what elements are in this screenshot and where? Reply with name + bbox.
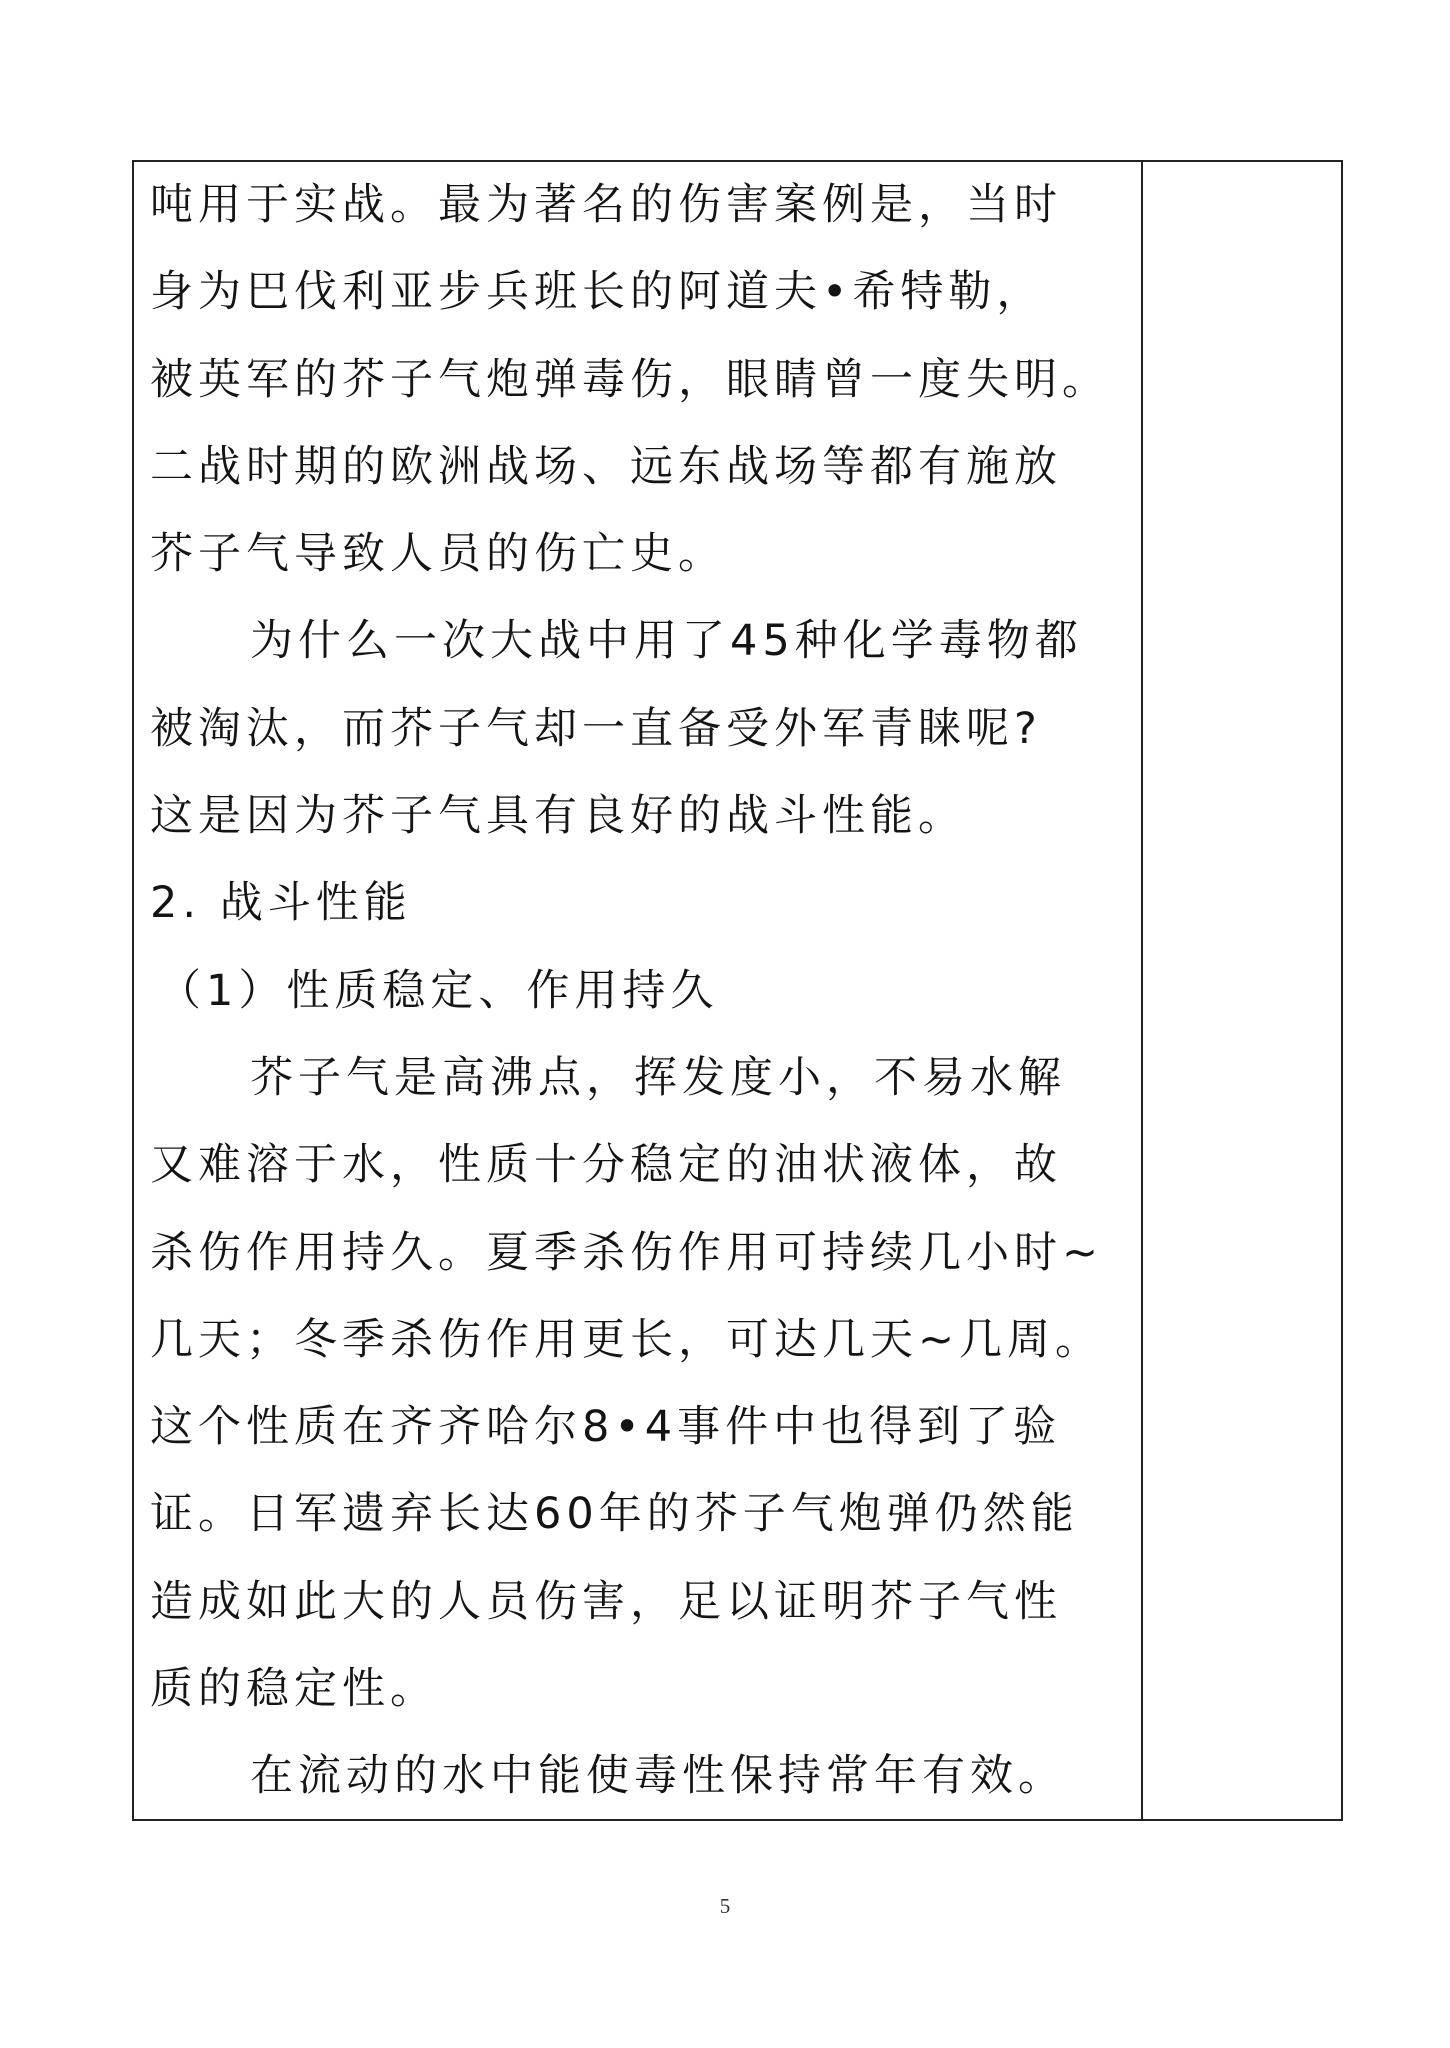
main-text-cell (150, 162, 1135, 1821)
table-column-divider (1141, 162, 1143, 1819)
section-heading: 2. 战斗性能 (150, 878, 412, 929)
text-line: 这个性质在齐齐哈尔8•4事件中也得到了验 (150, 1402, 1062, 1453)
paragraph-line: 在流动的水中能使毒性保持常年有效。 (250, 1751, 1066, 1802)
text-line: 杀伤作用持久。夏季杀伤作用可持续几小时~ (150, 1227, 1104, 1278)
paragraph-line: 芥子气是高沸点，挥发度小，不易水解 (250, 1052, 1066, 1103)
paragraph-line: 为什么一次大战中用了45种化学毒物都 (250, 616, 1083, 667)
text-line: 芥子气导致人员的伤亡史。 (150, 529, 726, 580)
text-line: 造成如此大的人员伤害，足以证明芥子气性 (150, 1576, 1062, 1627)
text-line: 这是因为芥子气具有良好的战斗性能。 (150, 791, 966, 842)
text-line: 质的稳定性。 (150, 1664, 438, 1715)
content-table (132, 160, 1343, 1821)
text-line: 证。日军遗弃长达60年的芥子气炮弹仍然能 (150, 1489, 1079, 1540)
page-number: 5 (719, 1894, 731, 1918)
text-line: 身为巴伐利亚步兵班长的阿道夫•希特勒， (150, 267, 1045, 318)
subsection-heading: （1）性质稳定、作用持久 (158, 965, 719, 1016)
text-line: 二战时期的欧洲战场、远东战场等都有施放 (150, 441, 1062, 492)
text-line: 被淘汰，而芥子气却一直备受外军青睐呢? (150, 703, 1042, 754)
text-line: 几天；冬季杀伤作用更长，可达几天~几周。 (150, 1314, 1104, 1365)
text-line: 被英军的芥子气炮弹毒伤，眼睛曾一度失明。 (150, 354, 1110, 405)
text-line: 又难溶于水，性质十分稳定的油状液体，故 (150, 1140, 1062, 1191)
text-line: 吨用于实战。最为著名的伤害案例是，当时 (150, 180, 1062, 230)
